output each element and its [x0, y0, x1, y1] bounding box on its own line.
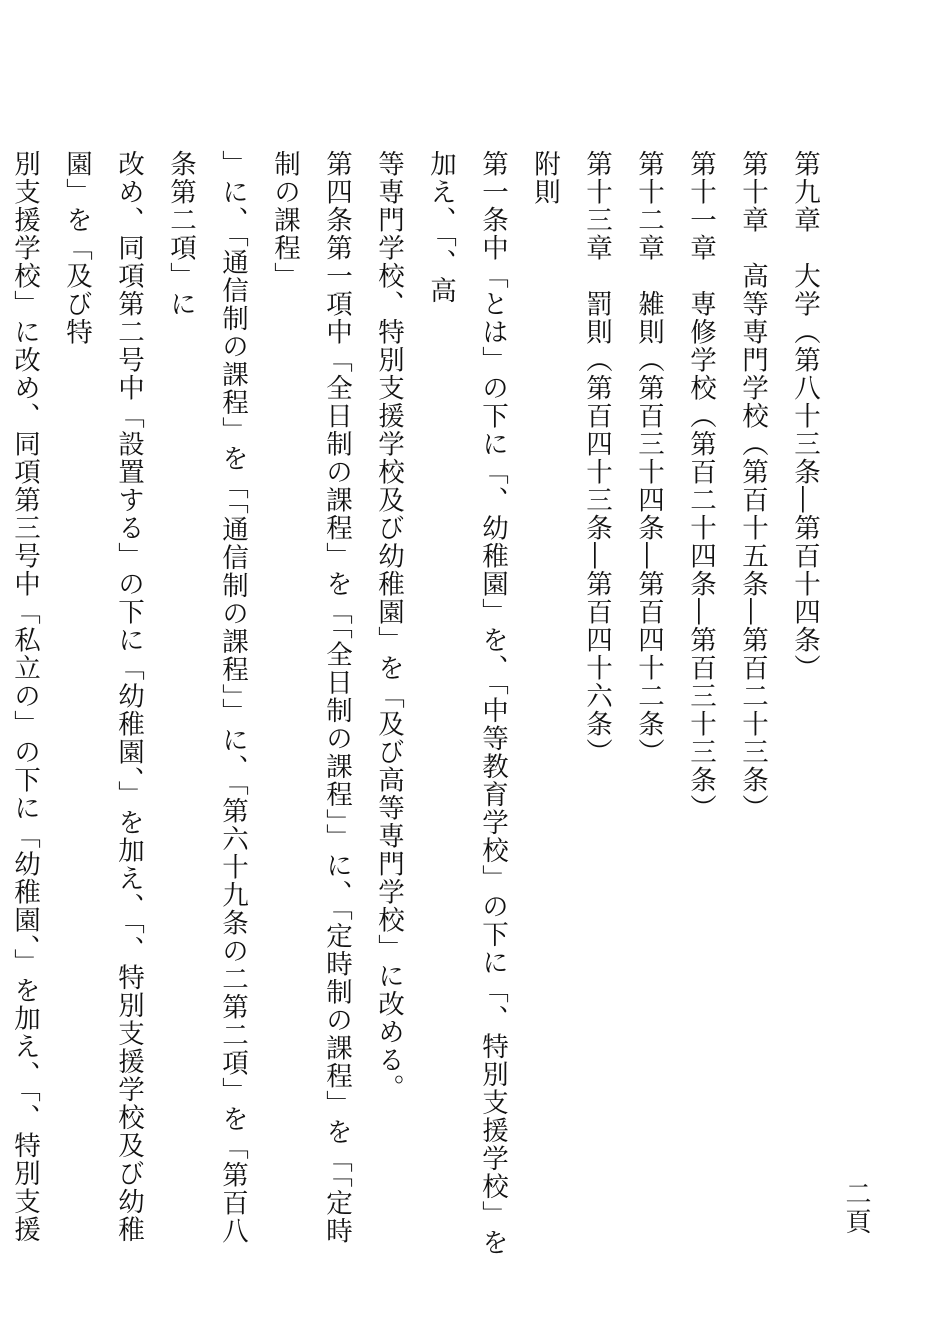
document-body	[9, 150, 830, 1260]
body-line-3: 第四条第一項中「全日制の課程」を「「全日制の課程」」に、「定時制の課程」を「「定時制の課程」	[269, 150, 352, 1245]
body-line-6: 別支援学校」に改め、同項第三号中「私立の」の下に「幼稚園、」を加え、「、特別支援	[9, 150, 40, 1244]
body-line-5: 改め、同項第二号中「設置する」の下に「幼稚園、」を加え、「、特別支援学校及び幼稚園」を「及び特	[61, 150, 144, 1244]
body-line-4: 」に、「通信制の課程」を「「通信制の課程」」に、「第六十九条の二第二項」を「第百八条第二項」に	[165, 150, 248, 1245]
page-number: 二頁	[841, 1180, 871, 1236]
toc-line-chapter-12: 第十二章 雑則（第百三十四条―第百四十二条）	[633, 150, 664, 766]
toc-line-chapter-11: 第十一章 専修学校（第百二十四条―第百三十三条）	[685, 150, 716, 822]
body-line-1: 第一条中「とは」の下に「、幼稚園」を、「中等教育学校」の下に「、特別支援学校」を加え、「、高	[425, 150, 508, 1257]
toc-line-supplementary: 附則	[529, 150, 560, 206]
toc-line-chapter-13: 第十三章 罰則（第百四十三条―第百四十六条）	[581, 150, 612, 766]
toc-line-chapter-10: 第十章 高等専門学校（第百十五条―第百二十三条）	[737, 150, 768, 822]
toc-line-chapter-9: 第九章 大学（第八十三条―第百十四条）	[789, 150, 820, 682]
body-line-2: 等専門学校、特別支援学校及び幼稚園」を「及び高等専門学校」に改める。	[373, 150, 404, 1102]
